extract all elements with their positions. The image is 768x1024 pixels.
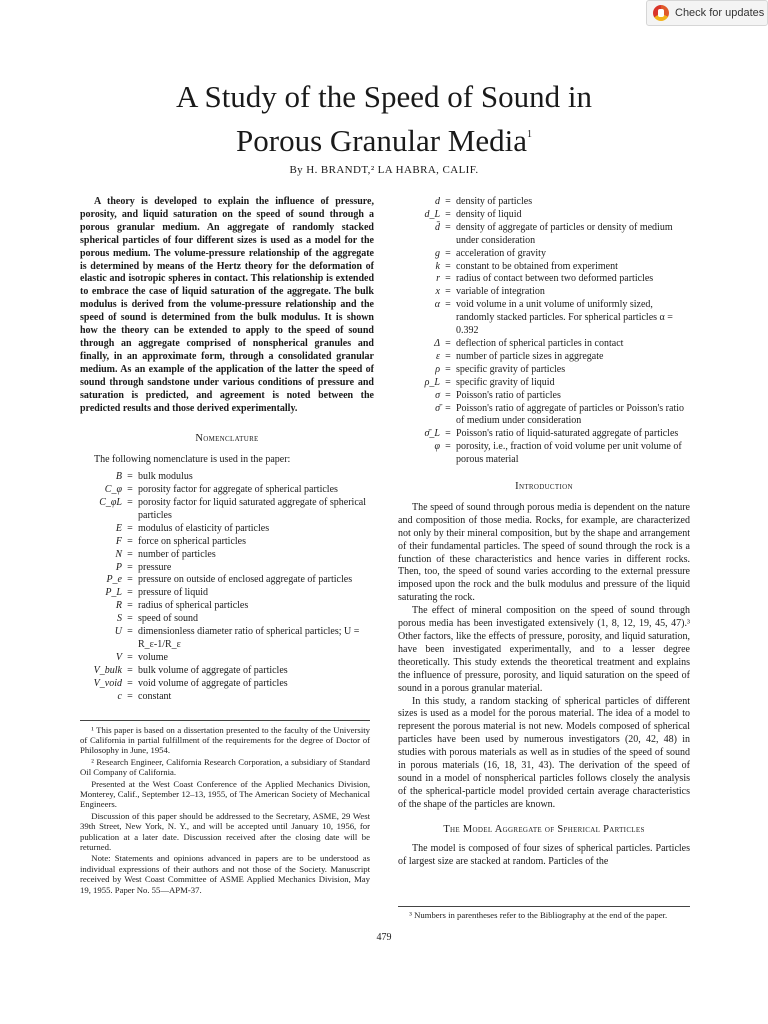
nomenclature-definition: dimensionless diameter ratio of spherical particles; U = R_ε-1/R_ε: [138, 626, 360, 650]
nomenclature-item: [398, 286, 690, 299]
nomenclature-symbol: P_e: [106, 574, 122, 586]
title-line-2: [0, 116, 768, 160]
abstract: A theory is developed to explain the influence of pressure, porosity, and liquid saturation on the speed of sound through a porous granular medium. An aggregate of randomly stacked spherical particles of four different sizes is used as a model for the porous medium. The volume-pressure relationship of the aggregate is determined by means of the Hertz theory for the deformation of elastic and isotropic spheres in contact. This relationship is extended to embrace the case of liquid saturation of the aggregate. The bulk modulus is derived from the volume-pressure relationship and the speed of sound is determined from the bulk modulus. It is shown how the theory can be extended to apply to the speed of sound through an aggregate comprised of nonspherical granules and finally, in an approximate form, through a consolidated granular medium. As an example of the application of the latter the speed of sound through sandstone under various conditions of pressure and saturation is predicted, and agreement is noted between the predicted results and those derived experimentally.: [80, 196, 374, 414]
paper-title: [0, 78, 768, 160]
introduction-paragraph: The speed of sound through porous media is dependent on the nature and composition of those media. Rocks, for example, are characterized not only by their mineral composition, but by the shape and arrangement of their fundamental particles. The speed of sound through the rock is a function of these characteristics and hence varies in different rocks. Then, too, the speed of sound varies according to the external pressure imposed upon the rock and the bulk modulus and pressure of the liquid saturating the rock.: [398, 501, 690, 604]
nomenclature-item: [80, 562, 374, 575]
introduction-body: [398, 502, 690, 812]
nomenclature-item: [398, 338, 690, 351]
nomenclature-symbol: σ̄_L: [424, 428, 440, 440]
nomenclature-definition: bulk modulus: [138, 471, 193, 483]
nomenclature-symbol: ρ: [435, 363, 440, 375]
nomenclature-list-left: [80, 471, 374, 703]
nomenclature-symbol: R: [115, 600, 122, 612]
nomenclature-symbol: c: [117, 690, 122, 702]
nomenclature-definition: specific gravity of liquid: [456, 376, 555, 388]
nomenclature-definition: pressure on outside of enclosed aggregate of particles: [138, 574, 353, 586]
nomenclature-definition: void volume in a unit volume of uniformly sized, randomly stacked particles. For spherical particles α = 0.392: [456, 299, 673, 337]
footnote: ² Research Engineer, California Research Corporation, a subsidiary of Standard Oil Company of California.: [80, 756, 370, 778]
equals-sign: =: [445, 221, 451, 233]
introduction-paragraph: In this study, a random stacking of spherical particles of different sizes is used as a model for the porous material. The idea of a model to represent the porous material is not new. Models composed of spherical particles have been used by numerous investigators (20, 42, 48) in studies with porous materials as well as in studies of the speed of sound in porous materials (16, 18, 31, 43). The derivation of the speed of sound in a model of nonspherical particles follows closely the analysis of the spherical-particle model provided certain average characteristics of the shape of the particles are known.: [398, 695, 690, 810]
nomenclature-item: [80, 652, 374, 665]
nomenclature-definition: number of particle sizes in aggregate: [456, 350, 604, 362]
nomenclature-intro: The following nomenclature is used in the paper:: [94, 454, 291, 466]
model-section-paragraph: The model is composed of four sizes of spherical particles. Particles of largest size are stacked at random. Particles of the: [398, 842, 690, 867]
nomenclature-symbol: k: [435, 260, 440, 272]
footnote: Note: Statements and opinions advanced in papers are to be understood as individual expressions of their authors and not those of the Society. Manuscript received by West Coast Committee of ASME Applied Mechanics Division, May 19, 1955. Paper No. 55—APM-37.: [80, 853, 370, 895]
nomenclature-item: [80, 691, 374, 704]
footnote: ¹ This paper is based on a dissertation presented to the faculty of the University of California in partial fulfillment of the requirements for the degree of Doctor of Philosophy in June, 1954.: [80, 724, 370, 756]
equals-sign: =: [127, 484, 133, 496]
title-line-2-text: Porous Granular Media: [236, 123, 527, 158]
introduction-heading: Introduction: [515, 481, 573, 493]
equals-sign: =: [445, 441, 451, 453]
nomenclature-symbol: g: [435, 247, 440, 259]
nomenclature-definition: porosity, i.e., fraction of void volume per unit volume of porous material: [456, 441, 682, 466]
nomenclature-item: [398, 273, 690, 286]
nomenclature-definition: variable of integration: [456, 286, 545, 298]
nomenclature-item: [398, 299, 690, 338]
equals-sign: =: [445, 350, 451, 362]
nomenclature-item: [398, 196, 690, 209]
nomenclature-item: [80, 549, 374, 562]
equals-sign: =: [127, 535, 133, 547]
nomenclature-symbol: σ: [435, 389, 440, 401]
nomenclature-symbol: d_L: [424, 208, 440, 220]
nomenclature-definition: density of particles: [456, 196, 533, 207]
nomenclature-symbol: V: [115, 651, 122, 663]
equals-sign: =: [445, 247, 451, 259]
nomenclature-symbol: C_φ: [104, 484, 122, 496]
nomenclature-symbol: F: [115, 535, 122, 547]
equals-sign: =: [127, 613, 133, 625]
nomenclature-item: [80, 600, 374, 613]
nomenclature-symbol: x: [435, 286, 440, 298]
introduction-paragraph: The effect of mineral composition on the speed of sound through porous media has been investigated extensively (1, 8, 12, 19, 45, 47).³ Other factors, like the effects of pressure, porosity, and liquid saturation, have been investigated experimentally, and to a lesser degree theoretically. This study extends the theoretical treatment and explains the influence of pressure, porosity, and liquid saturation on the speed of sound in a porous granular material.: [398, 605, 690, 694]
equals-sign: =: [127, 548, 133, 560]
nomenclature-item: [398, 364, 690, 377]
equals-sign: =: [127, 690, 133, 702]
nomenclature-definition: Poisson's ratio of aggregate of particles or Poisson's ratio of medium under consideration: [456, 402, 685, 427]
nomenclature-symbol: V_bulk: [93, 664, 122, 676]
nomenclature-item: [398, 351, 690, 364]
nomenclature-item: [398, 403, 690, 429]
equals-sign: =: [127, 471, 133, 483]
equals-sign: =: [445, 273, 451, 285]
equals-sign: =: [127, 574, 133, 586]
footnote: Presented at the West Coast Conference of the Applied Mechanics Division, Monterey, Calif., September 12–13, 1955, of The American Society of Mechanical Engineers.: [80, 778, 370, 810]
nomenclature-definition: specific gravity of particles: [456, 363, 566, 375]
nomenclature-definition: modulus of elasticity of particles: [138, 522, 270, 534]
nomenclature-item: [80, 613, 374, 626]
nomenclature-symbol: C_φL: [99, 497, 122, 509]
equals-sign: =: [445, 196, 451, 207]
nomenclature-definition: density of aggregate of particles or density of medium under consideration: [456, 221, 673, 246]
nomenclature-item: [80, 665, 374, 678]
nomenclature-definition: speed of sound: [138, 613, 198, 625]
nomenclature-definition: void volume of aggregate of particles: [138, 677, 288, 689]
equals-sign: =: [445, 402, 451, 414]
nomenclature-item: [398, 209, 690, 222]
nomenclature-item: [80, 574, 374, 587]
equals-sign: =: [127, 587, 133, 599]
footnote-3: ³ Numbers in parentheses refer to the Bibliography at the end of the paper.: [409, 910, 668, 920]
nomenclature-heading: Nomenclature: [195, 433, 259, 445]
nomenclature-symbol: P: [115, 561, 122, 573]
nomenclature-symbol: d: [435, 196, 440, 207]
equals-sign: =: [127, 522, 133, 534]
nomenclature-symbol: S: [117, 613, 122, 625]
nomenclature-definition: radius of spherical particles: [138, 600, 249, 612]
equals-sign: =: [445, 299, 451, 311]
title-footnote-mark: 1: [527, 129, 532, 140]
equals-sign: =: [445, 389, 451, 401]
nomenclature-item: [80, 471, 374, 484]
nomenclature-item: [80, 626, 374, 652]
nomenclature-list-right: [398, 196, 690, 467]
equals-sign: =: [445, 337, 451, 349]
nomenclature-item: [80, 678, 374, 691]
nomenclature-definition: Poisson's ratio of liquid-saturated aggregate of particles: [456, 428, 679, 440]
equals-sign: =: [127, 600, 133, 612]
nomenclature-definition: bulk volume of aggregate of particles: [138, 664, 288, 676]
check-for-updates-label: Check for updates: [675, 7, 765, 19]
left-column: [80, 196, 374, 896]
equals-sign: =: [127, 561, 133, 573]
nomenclature-item: [80, 523, 374, 536]
nomenclature-item: [398, 377, 690, 390]
equals-sign: =: [127, 626, 133, 638]
nomenclature-symbol: d̄: [435, 221, 440, 233]
nomenclature-item: [80, 536, 374, 549]
nomenclature-definition: deflection of spherical particles in contact: [456, 337, 624, 349]
nomenclature-item: [398, 222, 690, 248]
nomenclature-definition: number of particles: [138, 548, 216, 560]
equals-sign: =: [127, 664, 133, 676]
nomenclature-symbol: r: [436, 273, 440, 285]
nomenclature-item: [398, 261, 690, 274]
nomenclature-symbol: P_L: [105, 587, 122, 599]
nomenclature-item: [398, 248, 690, 261]
equals-sign: =: [445, 286, 451, 298]
equals-sign: =: [127, 677, 133, 689]
nomenclature-definition: porosity factor for aggregate of spherical particles: [138, 484, 338, 496]
nomenclature-definition: acceleration of gravity: [456, 247, 546, 259]
nomenclature-item: [398, 390, 690, 403]
footnote-right: [398, 906, 690, 920]
equals-sign: =: [127, 497, 133, 509]
check-for-updates-button[interactable]: [646, 0, 768, 26]
nomenclature-definition: constant: [138, 690, 172, 702]
equals-sign: =: [445, 428, 451, 440]
nomenclature-definition: force on spherical particles: [138, 535, 247, 547]
right-column: [398, 196, 690, 868]
equals-sign: =: [445, 260, 451, 272]
equals-sign: =: [445, 363, 451, 375]
equals-sign: =: [127, 651, 133, 663]
nomenclature-item: [398, 441, 690, 467]
nomenclature-definition: radius of contact between two deformed particles: [456, 273, 654, 285]
nomenclature-symbol: α: [434, 299, 440, 311]
nomenclature-definition: Poisson's ratio of particles: [456, 389, 561, 401]
nomenclature-item: [80, 587, 374, 600]
equals-sign: =: [445, 376, 451, 388]
title-line-1: A Study of the Speed of Sound in: [176, 79, 592, 114]
nomenclature-symbol: ε: [436, 350, 440, 362]
nomenclature-symbol: V_void: [93, 677, 122, 689]
nomenclature-symbol: ρ_L: [424, 376, 440, 388]
page-number: 479: [376, 932, 392, 943]
nomenclature-definition: pressure: [138, 561, 172, 573]
model-section-heading: The Model Aggregate of Spherical Particles: [443, 823, 645, 835]
footnote: Discussion of this paper should be addressed to the Secretary, ASME, 29 West 39th Street, New York, N. Y., and will be accepted until January 10, 1956, for publication at a later date. Discussion received after the closing date will be returned.: [80, 810, 370, 852]
nomenclature-definition: pressure of liquid: [138, 587, 208, 599]
equals-sign: =: [445, 208, 451, 220]
footnotes-left: [80, 720, 370, 896]
nomenclature-symbol: φ: [434, 441, 440, 453]
nomenclature-definition: constant to be obtained from experiment: [456, 260, 618, 272]
nomenclature-symbol: E: [115, 522, 122, 534]
author-byline: By H. BRANDT,² LA HABRA, CALIF.: [289, 164, 479, 176]
nomenclature-symbol: Δ: [434, 337, 440, 349]
nomenclature-symbol: B: [115, 471, 122, 483]
nomenclature-symbol: U: [114, 626, 122, 638]
nomenclature-item: [80, 484, 374, 497]
nomenclature-definition: porosity factor for liquid saturated aggregate of spherical particles: [138, 497, 366, 521]
nomenclature-symbol: N: [115, 548, 122, 560]
nomenclature-item: [398, 428, 690, 441]
nomenclature-definition: density of liquid: [456, 208, 522, 220]
nomenclature-symbol: σ̄: [435, 402, 440, 414]
nomenclature-definition: volume: [138, 651, 168, 663]
nomenclature-item: [80, 497, 374, 523]
crossmark-icon: [653, 5, 669, 21]
